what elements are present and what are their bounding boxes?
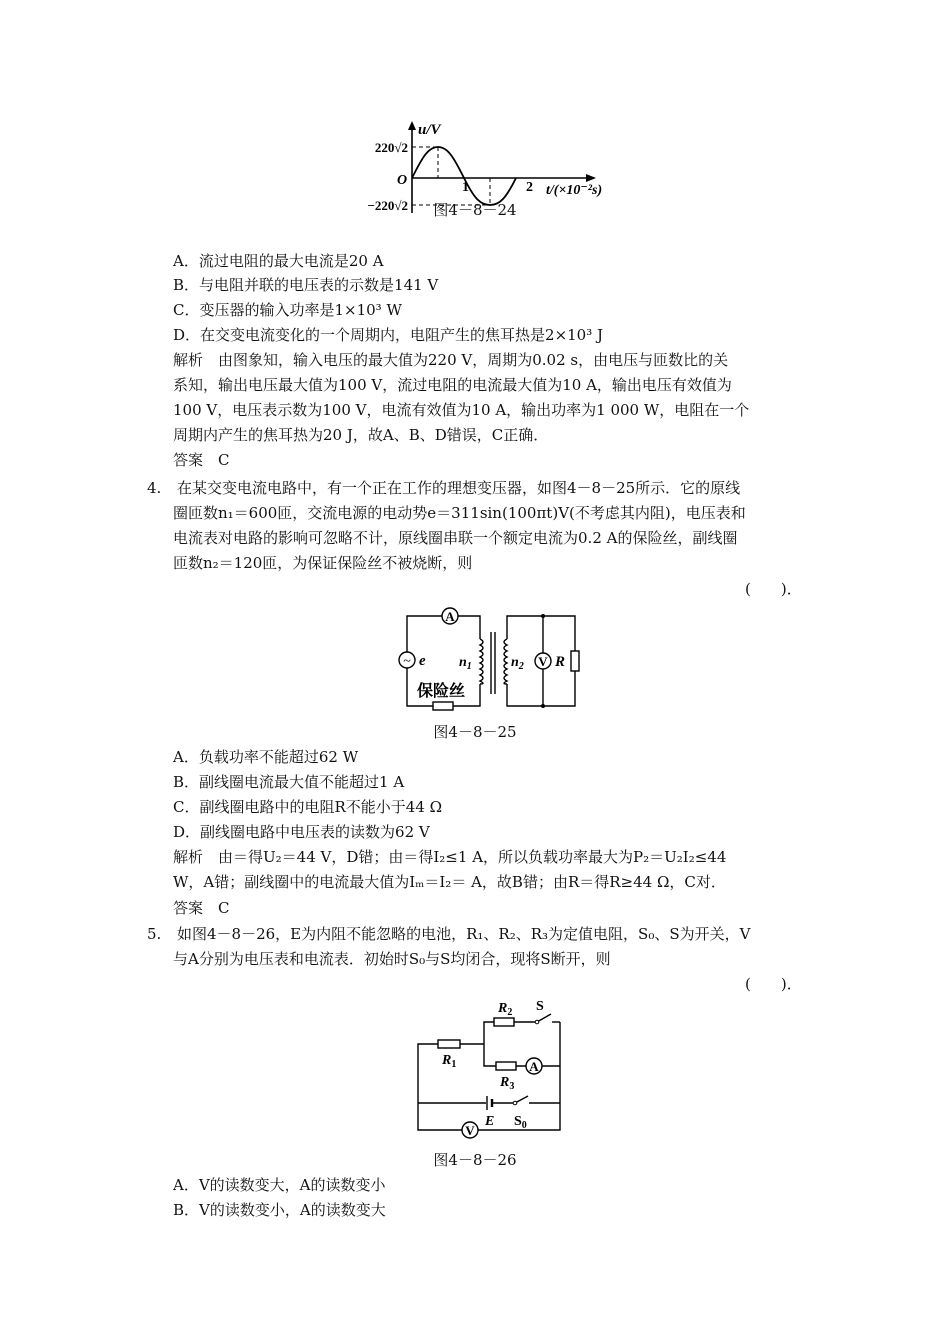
secondary-coil [504,639,507,684]
option-b: B．与电阻并联的电压表的示数是141 V [173,276,439,294]
source-label: e [419,653,426,669]
ammeter-label: A [529,1059,539,1074]
answer-parentheses: ( )． [745,975,802,993]
ymax-label: 220√2 [374,140,408,155]
answer: 答案 C [173,899,230,917]
sine-curve [412,147,516,205]
resistor-label: R [555,654,566,670]
junction-dot [541,704,545,708]
figure-4-8-25 [395,604,585,716]
option-c: C．变压器的输入功率是1×10³ W [173,301,402,319]
tick-1-label: 1 [462,180,469,195]
figure-4-8-26 [410,998,570,1140]
switch-s-contact [535,1020,539,1024]
analysis-line: 系知，输出电压最大值为100 V，流过电阻的电流最大值为10 A，输出电压有效值为 [173,376,732,394]
figure-caption: 图4－8－25 [433,723,517,741]
option-a: A．V的读数变大，A的读数变小 [173,1176,386,1194]
analysis-line: 解析 由图象知，输入电压的最大值为220 V，周期为0.02 s，由电压与匝数比的关 [173,351,729,369]
option-a: A．流过电阻的最大电流是20 A [173,252,384,270]
ac-source-tilde: ~ [403,654,411,669]
x-axis-label: t/(×10⁻²s) [546,183,603,198]
y-axis-label: u/V [418,122,441,138]
origin-label: O [397,173,408,188]
voltmeter-label: V [465,1123,475,1138]
n1-label: $n_1$ [459,655,472,672]
answer: 答案 C [173,451,230,469]
n2-label: $n_2$ [511,655,524,672]
option-c: C．副线圈电路中的电阻R不能小于44 Ω [173,798,443,816]
option-d: D．副线圈电路中电压表的读数为62 V [173,823,430,841]
question-4-line-1 [147,477,740,499]
question-5-line-1 [147,923,750,945]
option-d: D．在交变电流变化的一个周期内，电阻产生的焦耳热是2×10³ J [173,326,604,344]
resistor-r2 [494,1018,514,1026]
fuse [433,702,453,710]
question-stem: 在某交变电流电路中，有一个正在工作的理想变压器，如图4－8－25所示．它的原线 [177,479,741,497]
resistor-r1 [438,1040,460,1048]
r3-label: $R_3$ [500,1075,515,1092]
ymin-label: −220√2 [367,198,408,213]
switch-s [537,1014,551,1022]
figure-caption: 图4－8－24 [433,201,517,219]
voltmeter-label: V [538,654,548,669]
question-stem: 如图4－8－26，E为内阻不能忽略的电池，R₁、R₂、R₃为定值电阻，S₀、S为开关，V [177,925,751,943]
e-label: E [485,1114,495,1129]
analysis-line: 解析 由＝得U₂＝44 V，D错；由＝得I₂≤1 A，所以负载功率最大为P₂＝U₂I₂≤44 [173,848,727,866]
analysis-line: W，A错；副线圈中的电流最大值为Iₘ＝I₂＝ A，故B错；由R＝得R≥44 Ω，C对． [173,873,726,891]
tick-2-label: 2 [526,180,533,195]
primary-coil [480,639,483,684]
option-a: A．负载功率不能超过62 W [173,748,359,766]
switch-s0-contact [513,1101,517,1105]
analysis-line: 周期内产生的焦耳热为20 J，故A、B、D错误，C正确． [173,426,549,444]
question-number: 5. [147,925,162,943]
resistor-r3 [496,1062,516,1070]
x-axis-arrow [586,174,596,182]
answer-parentheses: ( )． [745,580,802,598]
question-stem: 匝数n₂＝120匝，为保证保险丝不被烧断，则 [173,554,473,572]
junction-dot [541,614,545,618]
fuse-label: 保险丝 [417,681,466,700]
s-label: S [536,999,544,1014]
question-number: 4. [147,479,162,497]
ammeter-label: A [445,609,455,624]
question-stem: 电流表对电路的影响可忽略不计，原线圈串联一个额定电流为0.2 A的保险丝，副线圈 [173,529,738,547]
option-b: B．V的读数变小，A的读数变大 [173,1201,386,1219]
analysis-line: 100 V，电压表示数为100 V，电流有效值为10 A，输出功率为1 000 W，电阻在一个 [173,401,750,419]
r2-label: $R_2$ [498,1001,513,1018]
y-axis-arrow [408,121,416,130]
question-stem: 圈匝数n₁＝600匝，交流电源的电动势e＝311sin(100πt)V(不考虑其内阻)，电压表和 [173,504,746,522]
resistor [571,651,579,671]
r1-label: $R_1$ [442,1053,457,1070]
option-b: B．副线圈电流最大值不能超过1 A [173,773,405,791]
s0-label: $S_0$ [514,1114,527,1131]
figure-caption: 图4－8－26 [433,1151,517,1169]
question-stem: 与A分别为电压表和电流表．初始时S₀与S均闭合，现将S断开，则 [173,950,611,968]
